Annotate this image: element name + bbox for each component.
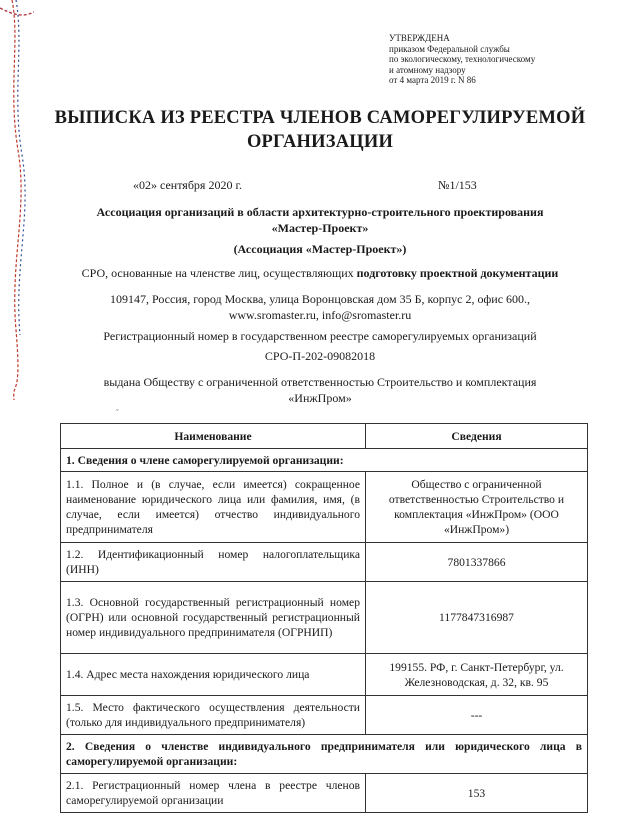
table-row <box>61 543 588 582</box>
row-value: 153 <box>366 774 588 813</box>
approval-line: по экологическому, технологическому <box>389 54 536 65</box>
row-label: 1.5. Место фактического осуществления деятельности (только для индивидуального предпринимателя) <box>61 696 366 735</box>
section-1-title: 1. Сведения о члене саморегулируемой организации: <box>61 449 588 472</box>
table-row <box>61 472 588 543</box>
sro-type <box>40 265 600 281</box>
issue-number: №1/153 <box>438 178 477 192</box>
registry-number: СРО-П-202-09082018 <box>264 349 376 363</box>
table-header-row <box>61 424 588 449</box>
organization-short-name: (Ассоциация «Мастер-Проект») <box>233 242 407 256</box>
registry-label: Регистрационный номер в государственном реестре саморегулируемых организаций <box>103 329 537 343</box>
approval-line: УТВЕРЖДЕНА <box>389 33 450 43</box>
issued-to-line-2: «ИнжПром» <box>288 391 352 405</box>
row-label: 1.1. Полное и (в случае, если имеется) сокращенное наименование юридического лица или фамилия, имя, (в случае, если имеется) отчество индивидуального предпринимателя <box>61 472 366 543</box>
approval-stamp-text <box>389 33 609 86</box>
approval-line: от 4 марта 2019 г. N 86 <box>389 75 476 86</box>
organization-address <box>40 291 600 323</box>
address-contacts: www.sromaster.ru, info@sromaster.ru <box>228 308 412 322</box>
row-value: 1177847316987 <box>366 582 588 654</box>
section-2-title: 2. Сведения о членстве индивидуального предпринимателя или юридического лица в саморегулируемой организации: <box>61 735 588 774</box>
table-row <box>61 654 588 696</box>
table-row <box>61 696 588 735</box>
header-name: Наименование <box>61 424 366 449</box>
row-label: 2.1. Регистрационный номер члена в реестре членов саморегулируемой организации <box>61 774 366 813</box>
section-row <box>61 735 588 774</box>
row-label: 1.2. Идентификационный номер налогоплательщика (ИНН) <box>61 543 366 582</box>
organization-name-line-2: «Мастер-Проект» <box>271 221 369 235</box>
table-row <box>61 582 588 654</box>
issued-to-line-1: выдана Обществу с ограниченной ответственностью Строительство и комплектация <box>103 375 537 389</box>
title-line-1: ВЫПИСКА ИЗ РЕЕСТРА ЧЛЕНОВ САМОРЕГУЛИРУЕМОЙ <box>54 108 586 128</box>
scan-mark: ˇ <box>116 408 119 417</box>
organization-name <box>50 204 590 236</box>
table-row <box>61 774 588 813</box>
row-label: 1.3. Основной государственный регистрационный номер (ОГРН) или основной государственный регистрационный номер индивидуального предпринимателя (ОГРНИП) <box>61 582 366 654</box>
section-row <box>61 449 588 472</box>
organization-name-line-1: Ассоциация организаций в области архитектурно-строительного проектирования <box>96 205 544 219</box>
header-info: Сведения <box>366 424 588 449</box>
row-value: 7801337866 <box>366 543 588 582</box>
issue-date: «02» сентября 2020 г. <box>133 178 243 192</box>
row-label: 1.4. Адрес места нахождения юридического лица <box>61 654 366 696</box>
sro-type-prefix: СРО, основанные на членстве лиц, осуществляющих <box>81 266 357 280</box>
document-title <box>40 106 600 154</box>
title-line-2: ОРГАНИЗАЦИИ <box>246 132 394 152</box>
row-value: --- <box>366 696 588 735</box>
approval-line: и атомному надзору <box>389 64 466 75</box>
binding-thread <box>0 0 34 400</box>
address-line-1: 109147, Россия, город Москва, улица Воронцовская дом 35 Б, корпус 2, офис 600., <box>109 292 531 306</box>
issued-to <box>40 374 600 406</box>
approval-line: приказом Федеральной службы <box>389 43 510 54</box>
registry-table <box>60 423 588 813</box>
row-value: 199155. РФ, г. Санкт-Петербург, ул. Железноводская, д. 32, кв. 95 <box>366 654 588 696</box>
sro-type-bold: подготовку проектной документации <box>356 266 559 280</box>
row-value: Общество с ограниченной ответственностью Строительство и комплектация «ИнжПром» (ООО «ИнжПром») <box>366 472 588 543</box>
